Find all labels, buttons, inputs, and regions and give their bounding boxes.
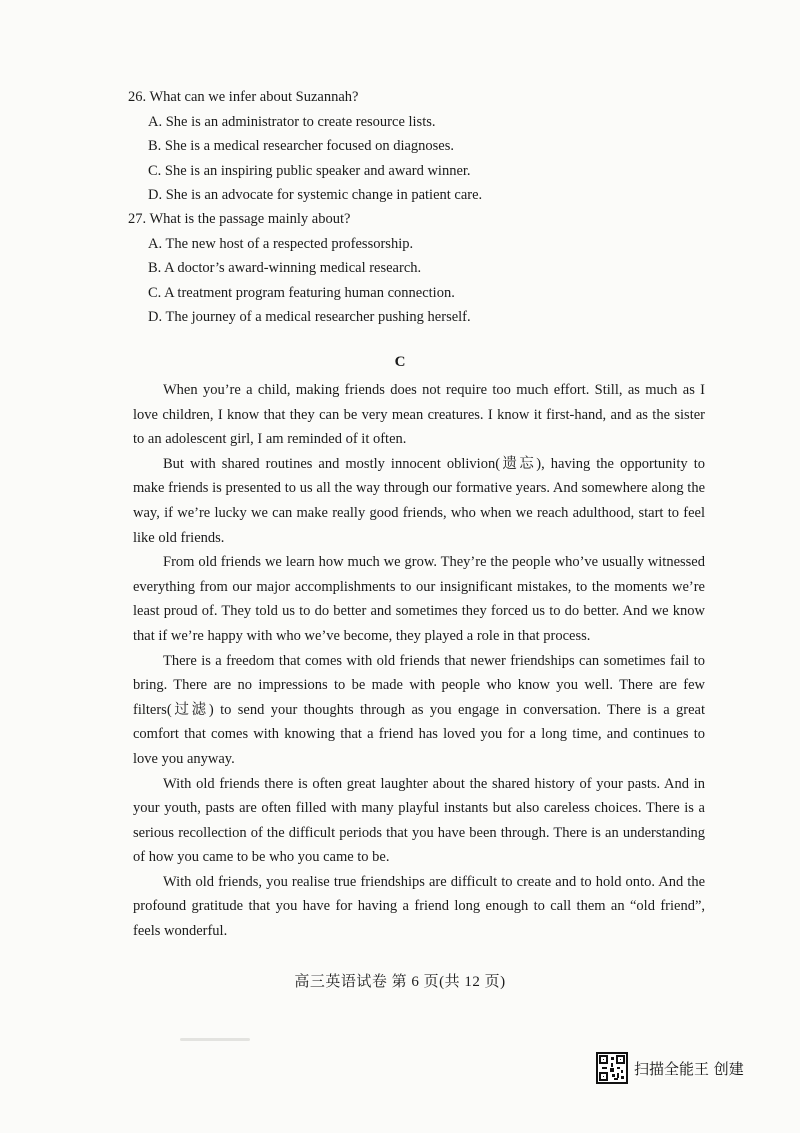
- question-27: [128, 207, 471, 330]
- option-a: A. The new host of a respected professorship.: [148, 235, 414, 252]
- question-26: [128, 85, 482, 208]
- scan-smudge: [180, 1038, 250, 1041]
- option-b: B. A doctor’s award-winning medical research.: [148, 260, 422, 277]
- option-b: B. She is a medical researcher focused on diagnoses.: [148, 138, 455, 155]
- passage-paragraph: With old friends there is often great laughter about the shared history of your pasts. And in your youth, pasts are often filled with many playful instants but also careless choices. There is a serious recollection of the difficult periods that you have been through. There is an understanding of how you came to be who you came to be.: [133, 775, 705, 866]
- passage-paragraph: With old friends, you realise true friendships are difficult to create and to hold onto. And the profound gratitude that you have for having a friend long enough to call them an “old friend”, feels wonderful.: [133, 873, 705, 940]
- qr-code-icon: [596, 1052, 628, 1084]
- passage-paragraph: From old friends we learn how much we grow. They’re the people who’ve usually witnessed everything from our major accomplishments to our insignificant mistakes, to the moments we’re least proud of. They told us to do better and sometimes they forced us to do better. And we know that if we’re happy with who we’ve become, they played a role in that process.: [133, 554, 705, 644]
- passage-paragraph: There is a freedom that comes with old friends that newer friendships can sometimes fail to bring. There are no impressions to be made with people who know you well. There are few filters(过滤) to send your thoughts through as you engage in conversation. There is a great comfort that comes with knowing that a friend has loved you for a long time, and continues to love you anyway.: [133, 652, 705, 767]
- option-c: C. A treatment program featuring human connection.: [148, 284, 455, 301]
- passage: [133, 378, 705, 944]
- watermark-text: 扫描全能王 创建: [634, 1059, 744, 1078]
- page-footer: 高三英语试卷 第 6 页(共 12 页): [294, 974, 506, 990]
- question-stem: 26. What can we infer about Suzannah?: [128, 89, 359, 105]
- option-d: D. The journey of a medical researcher pushing herself.: [148, 309, 471, 326]
- option-c: C. She is an inspiring public speaker and award winner.: [148, 162, 471, 179]
- question-stem: 27. What is the passage mainly about?: [128, 211, 351, 227]
- passage-paragraph: When you’re a child, making friends does not require too much effort. Still, as much as I love children, I know that they can be very mean creatures. I know it first-hand, and as the sister to an adolescent girl, I am reminded of it often.: [133, 382, 705, 448]
- option-d: D. She is an advocate for systemic change in patient care.: [148, 187, 483, 204]
- scanner-watermark: [596, 1052, 744, 1084]
- section-label: C: [394, 354, 406, 370]
- passage-paragraph: But with shared routines and mostly innocent oblivion(遗忘), having the opportunity to make friends is presented to us all the way through our formative years. And somewhere along the way, if we’re lucky we can make really good friends, who when we reach adulthood, start to feel like old friends.: [133, 455, 705, 546]
- option-a: A. She is an administrator to create resource lists.: [148, 113, 436, 130]
